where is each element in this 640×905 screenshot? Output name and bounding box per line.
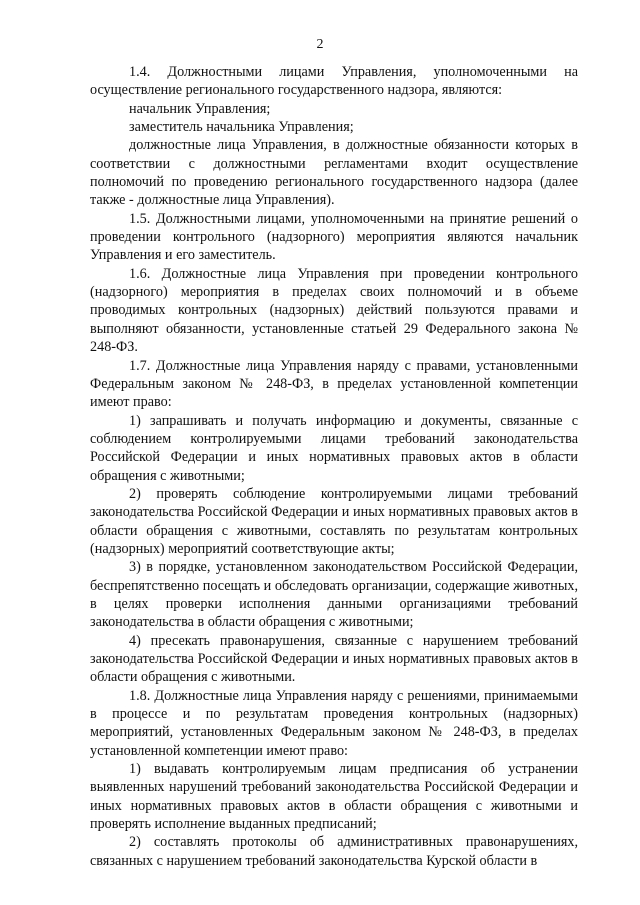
paragraph-1-5: 1.5. Должностными лицами, уполномоченными на принятие решений о проведении контрольного (надзорного) мероприятия являются начальник Управления и его заместитель.	[90, 210, 578, 264]
document-body	[90, 63, 578, 870]
list-item-head: начальник Управления;	[129, 100, 271, 117]
paragraph-1-8-item-2: 2) составлять протоколы об административных правонарушениях, связанных с нарушением требований законодательства Курской области в	[90, 834, 578, 869]
paragraph-1-7-item-2: 2) проверять соблюдение контролируемыми лицами требований законодательства Российской Федерации и иных нормативных правовых актов в области обращения с животными, составлять по результатам контрольных (надзорных) мероприятий соответствующие акты;	[90, 485, 578, 557]
page-number: 2	[316, 37, 324, 52]
paragraph-1-8: 1.8. Должностные лица Управления наряду с решениями, принимаемыми в процессе и по результатам проведения контрольных (надзорных) мероприятий, установленных Федеральным законом № 248-ФЗ, в пределах установленной компетенции имеют право:	[90, 687, 578, 759]
paragraph-1-4: 1.4. Должностными лицами Управления, уполномоченными на осуществление регионального государственного надзора, являются:	[90, 64, 578, 99]
paragraph-1-7: 1.7. Должностные лица Управления наряду с правами, установленными Федеральным законом № 248-ФЗ, в пределах установленной компетенции имеют право:	[90, 357, 578, 411]
paragraph-1-7-item-1: 1) запрашивать и получать информацию и документы, связанные с соблюдением контролируемыми лицами требований законодательства Российской Федерации и иных нормативных правовых актов в области обращения с животными;	[90, 412, 578, 484]
paragraph-1-7-item-4: 4) пресекать правонарушения, связанные с нарушением требований законодательства Российской Федерации и иных нормативных правовых актов в области обращения с животными.	[90, 632, 578, 686]
list-item-officials: должностные лица Управления, в должностные обязанности которых в соответствии с должностными регламентами входит осуществление полномочий по проведению регионального государственного надзора (далее также - должностные лица Управления).	[90, 137, 578, 209]
list-item-deputy: заместитель начальника Управления;	[129, 119, 354, 136]
paragraph-1-7-item-3: 3) в порядке, установленном законодательством Российской Федерации, беспрепятственно посещать и обследовать организации, содержащие животных, в целях проверки исполнения данными организациями требований законодательства в области обращения с животными;	[90, 559, 578, 631]
paragraph-1-6: 1.6. Должностные лица Управления при проведении контрольного (надзорного) мероприятия в пределах своих полномочий и в объеме проводимых контрольных (надзорных) действий пользуются правами и выполняют обязанности, установленные статьей 29 Федерального закона № 248-ФЗ.	[90, 265, 578, 356]
paragraph-1-8-item-1: 1) выдавать контролируемым лицам предписания об устранении выявленных нарушений требований законодательства Российской Федерации и иных нормативных правовых актов в области обращения с животными и проверять исполнение выданных предписаний;	[90, 761, 578, 833]
